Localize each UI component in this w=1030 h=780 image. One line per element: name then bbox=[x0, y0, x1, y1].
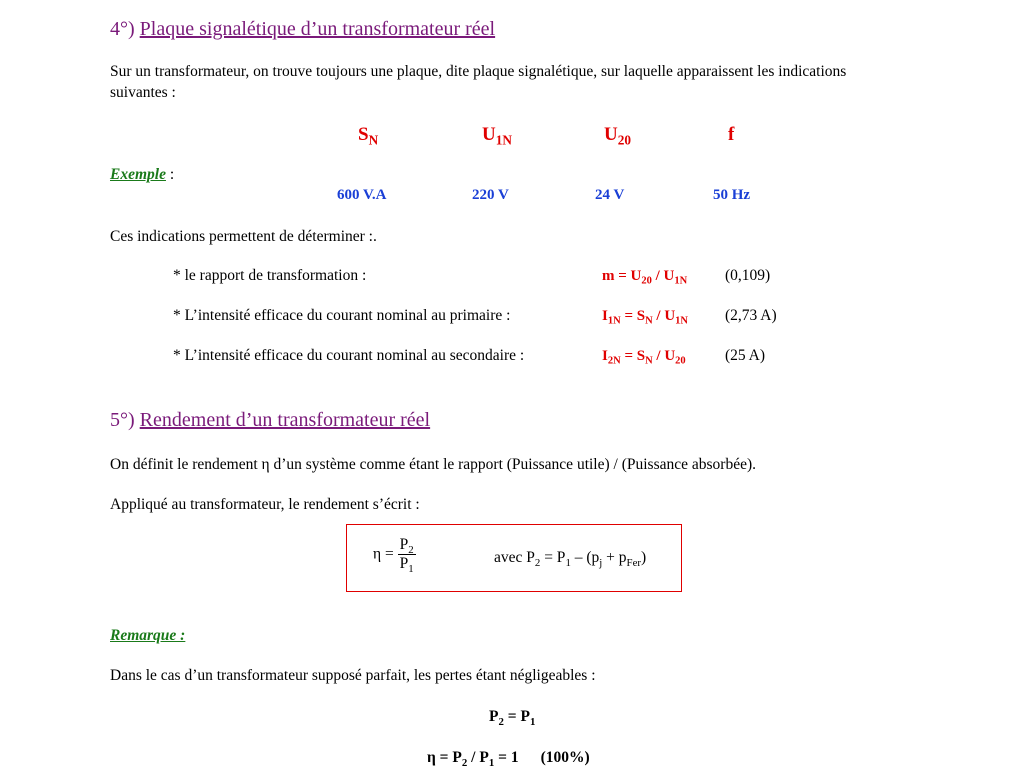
section4-title-text: Plaque signalétique d’un transformateur réel bbox=[139, 18, 496, 40]
item-ratio-result: (0,109) bbox=[725, 267, 771, 284]
section5-title-text: Rendement d’un transformateur réel bbox=[139, 409, 431, 431]
efficiency-fraction: η = $\frac{P_2}{P_1}$ bbox=[373, 536, 414, 575]
formula-ratio: $m = U_{20} / U_{1N}$ bbox=[602, 268, 688, 287]
section4-intro-line1: Sur un transformateur, on trouve toujours une plaque, dite plaque signalétique, sur laquelle apparaissent les indications bbox=[110, 63, 847, 80]
example-value-u20: 24 V bbox=[595, 187, 625, 203]
item-secondary-result: (25 A) bbox=[725, 347, 766, 364]
section4-title bbox=[110, 18, 495, 41]
item-ratio-label: * le rapport de transformation : bbox=[173, 267, 367, 284]
header-u1n: $U_{1N}$ bbox=[482, 124, 512, 148]
formula-primary: $I_{1N} = S_N / U_{1N}$ bbox=[602, 308, 689, 327]
definition-text: On définit le rendement η d’un système comme étant le rapport (Puissance utile) / (Puissance absorbée). bbox=[110, 456, 756, 473]
equation-efficiency-ideal: $\eta = P_2 / P_1 = 1$ (100%) bbox=[427, 749, 590, 769]
efficiency-avec: avec $P_2 = P_1 - (p_j + p_{Fer})$ bbox=[494, 549, 647, 569]
header-f: f bbox=[728, 124, 735, 145]
section4-intro-line2: suivantes : bbox=[110, 84, 176, 101]
header-u20: $U_{20}$ bbox=[604, 124, 632, 148]
item-secondary-label: * L’intensité efficace du courant nominal au secondaire : bbox=[173, 347, 525, 364]
determine-text: Ces indications permettent de déterminer :. bbox=[110, 228, 377, 245]
header-sn: $S_N$ bbox=[358, 124, 379, 148]
remarque-label: Remarque : bbox=[110, 627, 186, 644]
section5-number: 5°) bbox=[110, 409, 135, 431]
example-value-sn: 600 V.A bbox=[337, 187, 387, 203]
example-value-u1n: 220 V bbox=[472, 187, 509, 203]
section5-title bbox=[110, 409, 430, 432]
applied-text: Appliqué au transformateur, le rendement s’écrit : bbox=[110, 496, 420, 513]
section4-number: 4°) bbox=[110, 18, 135, 40]
equation-p2-p1: $P_2 = P_1$ bbox=[489, 708, 536, 728]
item-primary-result: (2,73 A) bbox=[725, 307, 777, 324]
example-value-f: 50 Hz bbox=[713, 187, 751, 203]
item-primary-label: * L’intensité efficace du courant nominal au primaire : bbox=[173, 307, 511, 324]
formula-secondary: $I_{2N} = S_N / U_{20}$ bbox=[602, 348, 686, 367]
example-label: Exemple : bbox=[110, 166, 175, 183]
remarque-text: Dans le cas d’un transformateur supposé parfait, les pertes étant négligeables : bbox=[110, 667, 596, 684]
